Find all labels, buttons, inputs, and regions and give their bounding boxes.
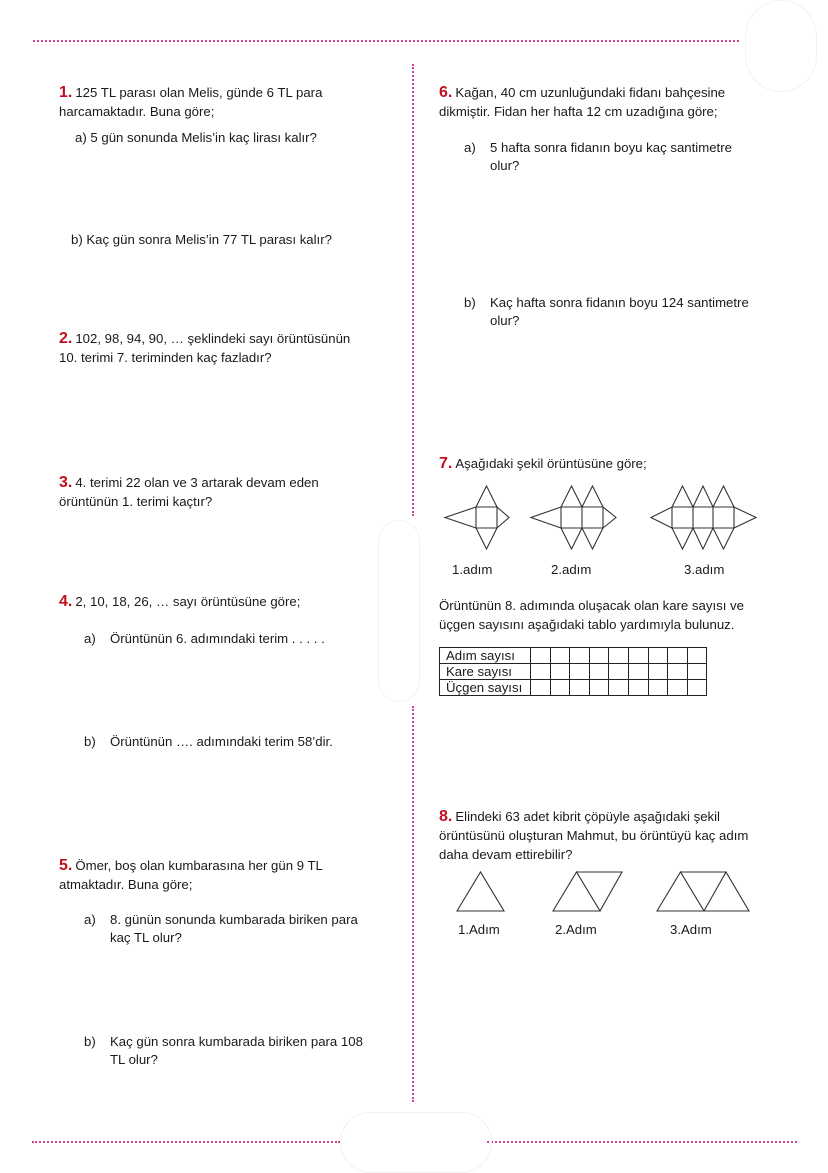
question-4a: a) Örüntünün 6. adımındaki terim . . . . .: [84, 631, 325, 646]
question-1a: a) 5 gün sonunda Melis’in kaç lirası kalır?: [75, 130, 317, 145]
question-4b: b) Örüntünün …. adımındaki terim 58’dir.: [84, 734, 333, 749]
top-divider: [33, 40, 739, 42]
question-6: 6. Kağan, 40 cm uzunluğundaki fidanı bahçesine dikmiştir. Fidan her hafta 12 cm uzadığına göre;: [439, 84, 726, 119]
question-number: 6.: [439, 84, 453, 101]
answer-cell[interactable]: [687, 648, 707, 664]
table-row-step-count: [440, 648, 707, 664]
column-divider-lower: [412, 706, 414, 1102]
question-number: 2.: [59, 330, 73, 347]
answer-cell[interactable]: [609, 664, 629, 680]
answer-cell[interactable]: [687, 680, 707, 696]
answer-cell[interactable]: [648, 648, 668, 664]
matchstick-step-1-label: 1.Adım: [458, 922, 500, 937]
answer-cell[interactable]: [648, 664, 668, 680]
answer-cell[interactable]: [628, 664, 648, 680]
pattern-step-3-label: 3.adım: [684, 562, 725, 577]
question-8: 8. Elindeki 63 adet kibrit çöpüyle aşağıdaki şekil örüntüsünü oluşturan Mahmut, bu örüntüyü kaç adım daha devam ettirebilir?: [439, 808, 749, 862]
answer-cell[interactable]: [531, 680, 551, 696]
answer-cell[interactable]: [550, 664, 570, 680]
question-2: 2. 102, 98, 94, 90, … şeklindeki sayı örüntüsünün 10. terimi 7. teriminden kaç fazladır?: [59, 330, 351, 365]
question-number: 8.: [439, 808, 453, 825]
answer-cell[interactable]: [589, 680, 609, 696]
question-1: 1. 125 TL parası olan Melis, günde 6 TL para harcamaktadır. Buna göre;: [59, 84, 323, 119]
answer-cell[interactable]: [687, 664, 707, 680]
row-label: Kare sayısı: [440, 664, 531, 680]
answer-cell[interactable]: [609, 680, 629, 696]
pattern-answer-table: [439, 647, 707, 696]
question-4: 4. 2, 10, 18, 26, … sayı örüntüsüne göre;: [59, 593, 301, 610]
shape-pattern-figure: [440, 480, 770, 555]
question-7: 7. Aşağıdaki şekil örüntüsüne göre;: [439, 455, 647, 472]
question-1b: b) Kaç gün sonra Melis’in 77 TL parası kalır?: [71, 232, 332, 247]
answer-cell[interactable]: [570, 664, 590, 680]
bottom-divider-left: [32, 1141, 340, 1143]
question-3: 3. 4. terimi 22 olan ve 3 artarak devam eden örüntünün 1. terimi kaçtır?: [59, 474, 319, 509]
question-7-instruction: Örüntünün 8. adımında oluşacak olan kare sayısı ve üçgen sayısını aşağıdaki tablo yardımıyla bulunuz.: [439, 598, 744, 632]
column-divider-upper: [412, 64, 414, 516]
answer-cell[interactable]: [609, 648, 629, 664]
watermark-middle: [378, 520, 420, 702]
answer-cell[interactable]: [628, 648, 648, 664]
pattern-step-3-shape: [651, 486, 756, 549]
answer-cell[interactable]: [668, 680, 688, 696]
answer-cell[interactable]: [668, 648, 688, 664]
question-number: 3.: [59, 474, 73, 491]
question-5a: a) 8. günün sonunda kumbarada biriken para kaç TL olur?: [84, 912, 358, 945]
matchstick-step-3-label: 3.Adım: [670, 922, 712, 937]
question-6a: a) 5 hafta sonra fidanın boyu kaç santimetre olur?: [464, 140, 732, 173]
answer-cell[interactable]: [550, 680, 570, 696]
pattern-step-1-label: 1.adım: [452, 562, 493, 577]
matchstick-pattern-figure: [450, 866, 760, 916]
answer-cell[interactable]: [570, 680, 590, 696]
matchstick-step-2-label: 2.Adım: [555, 922, 597, 937]
answer-cell[interactable]: [648, 680, 668, 696]
table-row-square-count: [440, 664, 707, 680]
pattern-step-2-shape: [531, 486, 616, 549]
answer-cell[interactable]: [531, 664, 551, 680]
answer-cell[interactable]: [570, 648, 590, 664]
question-number: 1.: [59, 84, 73, 101]
row-label: Adım sayısı: [440, 648, 531, 664]
pattern-step-2-label: 2.adım: [551, 562, 592, 577]
answer-cell[interactable]: [589, 648, 609, 664]
question-number: 4.: [59, 593, 73, 610]
bottom-divider-right: [487, 1141, 797, 1143]
question-6b: b) Kaç hafta sonra fidanın boyu 124 santimetre olur?: [464, 295, 749, 328]
question-5: 5. Ömer, boş olan kumbarasına her gün 9 TL atmaktadır. Buna göre;: [59, 857, 323, 892]
watermark-bottom: [340, 1112, 492, 1173]
matchstick-step-1-shape: [457, 872, 504, 911]
answer-cell[interactable]: [531, 648, 551, 664]
answer-cell[interactable]: [589, 664, 609, 680]
pattern-step-1-shape: [445, 486, 509, 549]
question-number: 5.: [59, 857, 73, 874]
matchstick-step-2-shape: [553, 872, 622, 911]
row-label: Üçgen sayısı: [440, 680, 531, 696]
answer-cell[interactable]: [668, 664, 688, 680]
matchstick-step-3-shape: [657, 872, 749, 911]
question-5b: b) Kaç gün sonra kumbarada biriken para 108 TL olur?: [84, 1034, 363, 1067]
question-number: 7.: [439, 455, 453, 472]
answer-cell[interactable]: [550, 648, 570, 664]
table-row-triangle-count: [440, 680, 707, 696]
answer-cell[interactable]: [628, 680, 648, 696]
watermark-top-right: [745, 0, 817, 92]
